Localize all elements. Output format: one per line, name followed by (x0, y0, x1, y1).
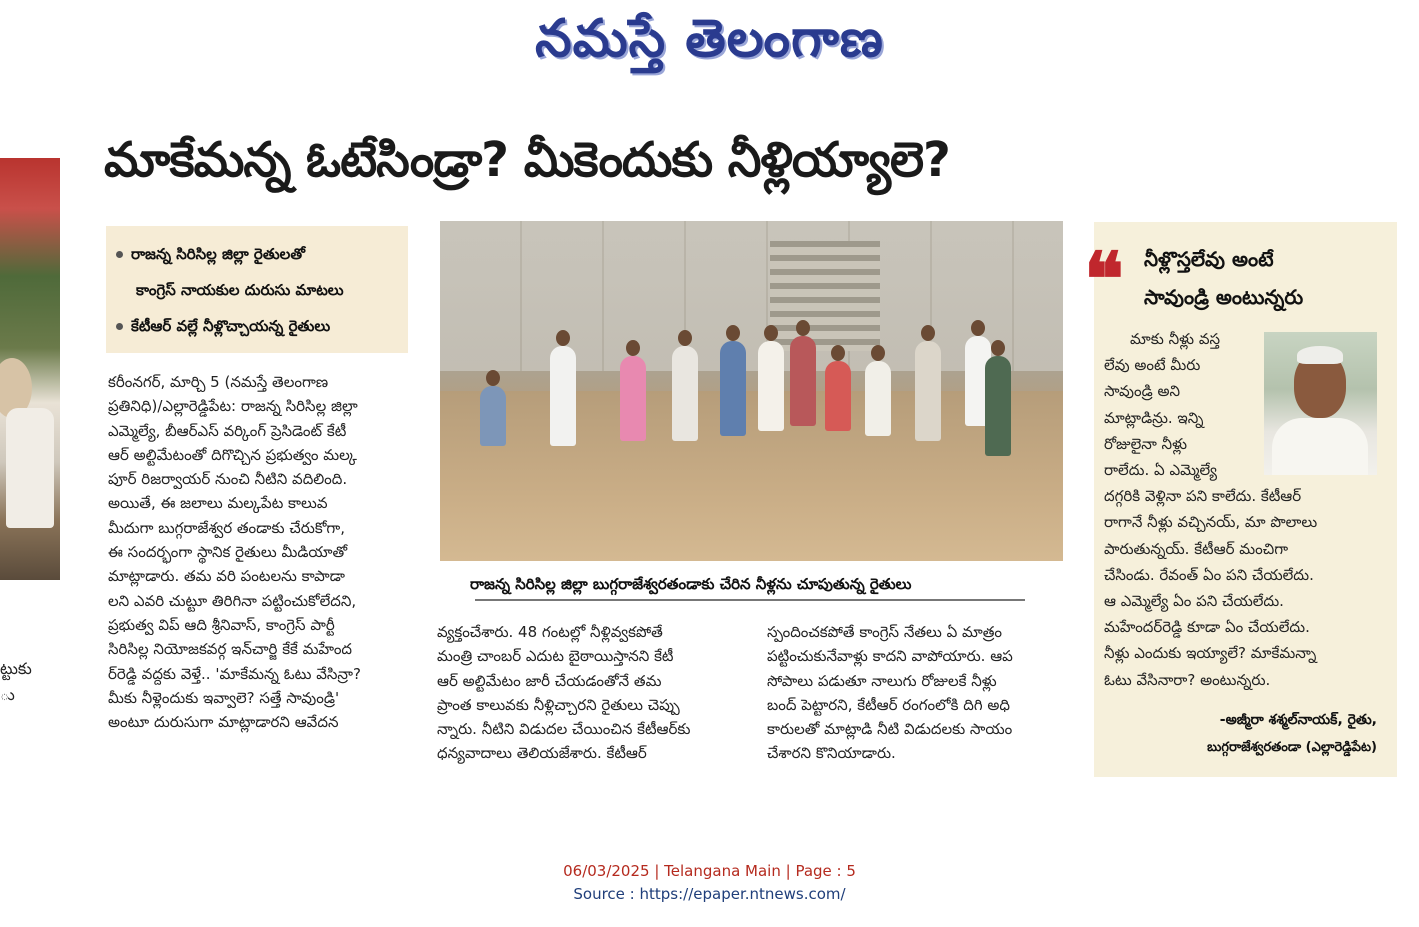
article-line: కారులతో మాట్లాడి నీటి విడుదలకు సాయం (767, 720, 1013, 739)
sidebar-line: రాలేదు. ఏ ఎమ్మెల్యే (1104, 461, 1218, 480)
sidebar-body (1104, 326, 1392, 693)
highlights-box (106, 226, 408, 353)
article-line: అయితే, ఈ జలాలు మల్కపేట కాలువ (108, 494, 328, 513)
farmer-figure (758, 341, 784, 431)
sidebar-line: రోజులైనా నీళ్లు (1104, 434, 1188, 453)
article-line: వ్యక్తంచేశారు. 48 గంటల్లో నీళ్లివ్వకపోతే (437, 623, 663, 641)
sidebar-line: పారుతున్నయ్. కేటీఆర్ మంచిగా (1104, 539, 1289, 558)
photo-figure-body (6, 408, 54, 528)
farmer-figure (720, 341, 746, 436)
newspaper-masthead: నమస్తే తెలంగాణ (535, 8, 884, 69)
highlight-item (116, 240, 402, 268)
article-line: సోపాలు పడుతూ నాలుగు రోజులకే నీళ్లు (767, 671, 997, 690)
left-cropped-photo (0, 158, 60, 580)
highlight-item (136, 276, 402, 304)
left-column-fragment (0, 656, 40, 708)
article-line: చేశారని కొనియాడారు. (767, 744, 896, 763)
sidebar-line: ఆ ఎమ్మెల్యే ఏం పని చేయలేదు. (1104, 592, 1284, 611)
farmer-figure (672, 346, 698, 441)
article-column-3 (767, 620, 1069, 766)
sidebar-line: నీళ్లు ఎందుకు ఇయ్యాలే? మాకేమన్నా (1104, 644, 1317, 663)
highlight-text: కేటీఆర్ వల్లే నీళ్లొచ్చాయన్న రైతులు (131, 317, 331, 335)
article-line: మీదుగా బుగ్గరాజేశ్వర తండాకు చేరుకోగా, (108, 518, 345, 537)
fragment-line: ట్టుకు (0, 659, 32, 678)
highlight-text: రాజన్న సిరిసిల్ల జిల్లా రైతులతో (131, 245, 305, 263)
farmer-figure (825, 361, 851, 431)
article-column-1 (108, 370, 408, 734)
sidebar-line: సావుండ్రి అని (1104, 382, 1180, 401)
article-line: మంత్రి చాంబర్ ఎదుట బైఠాయిస్తానని కేటీ (437, 647, 674, 666)
quote-attribution-name: -అజ్మీరా శశ్మల్‌నాయక్, రైతు, (1219, 712, 1377, 728)
article-line: ర్‌రెడ్డి వద్దకు వెళ్తే.. 'మాకేమన్న ఓటు వేసిన్రా? (108, 664, 361, 683)
quote-icon: ❝ (1084, 237, 1124, 323)
page-footer-date: 06/03/2025 | Telangana Main | Page : 5 (563, 862, 856, 880)
article-line: పట్టించుకునేవాళ్లు కాదని వాపోయారు. ఆప (767, 647, 1013, 666)
sidebar-line: మాకు నీళ్లు వస్త (1130, 330, 1221, 348)
farmer-figure (915, 341, 941, 441)
caption-divider (475, 599, 1025, 601)
fragment-line: ు (0, 685, 15, 704)
article-line: పూర్ రిజర్వాయర్ నుంచి నీటిని వదిలింది. (108, 470, 348, 489)
article-line: ప్రభుత్వ విప్ ఆది శ్రీనివాస్, కాంగ్రెస్ పార్టీ (108, 615, 335, 634)
highlight-item (116, 312, 402, 340)
article-column-2 (437, 620, 739, 766)
highlight-text: కాంగ్రెస్ నాయకుల దురుసు మాటలు (136, 281, 344, 299)
page-footer-source: Source : https://epaper.ntnews.com/ (573, 885, 846, 903)
sidebar-line: మహేందర్‌రెడ్డి కూడా ఏం చేయలేదు. (1104, 618, 1310, 637)
article-line: స్పందించకపోతే కాంగ్రెస్ నేతలు ఏ మాత్రం (767, 623, 1003, 641)
sidebar-line: దగ్గరికి వెళ్లినా పని కాలేదు. కేటీఆర్ (1104, 487, 1302, 506)
sidebar-line: చేసిండు. రేవంత్ ఏం పని చేయలేదు. (1104, 565, 1314, 584)
sidebar-title-line: సావుండ్రి అంటున్నరు (1144, 285, 1304, 309)
farmer-figure (550, 346, 576, 446)
farmer-figure (620, 356, 646, 441)
farmer-figure (985, 356, 1011, 456)
article-line: ధన్యవాదాలు తెలియజేశారు. కేటీఆర్ (437, 744, 647, 763)
photo-caption: రాజన్న సిరిసిల్ల జిల్లా బుగ్గరాజేశ్వరతండాకు చేరిన నీళ్లను చూపుతున్న రైతులు (470, 575, 912, 593)
article-line: ఈ సందర్భంగా స్థానిక రైతులు మీడియాతో (108, 543, 348, 562)
sidebar-line: లేవు అంటే మీరు (1104, 356, 1201, 375)
farmer-figure (865, 361, 891, 436)
article-line: కరీంనగర్, మార్చి 5 (నమస్తే తెలంగాణ (108, 373, 329, 391)
article-line: లని ఎవరి చుట్టూ తిరిగినా పట్టించుకోలేదని, (108, 591, 357, 610)
farmers-photo (440, 221, 1063, 561)
bullet-icon (116, 251, 123, 258)
article-line: ప్రాంత కాలువకు నీళ్లిచ్చారని రైతులు చెప్పు (437, 695, 680, 714)
sidebar-title (1144, 240, 1394, 316)
article-line: బంద్ పెట్టారని, కేటీఆర్ రంగంలోకి దిగి అధి (767, 695, 1010, 714)
quote-attribution-place: బుగ్గరాజేశ్వరతండా (ఎల్లారెడ్డిపేట) (1207, 740, 1377, 755)
article-line: న్నారు. నీటిని విడుదల చేయించిన కేటీఆర్‌కు (437, 720, 691, 739)
article-headline: మాకేమన్న ఓటేసిండ్రా? మీకెందుకు నీళ్లియ్యాలె? (104, 132, 950, 188)
article-line: మాట్లాడారు. తమ వరి పంటలను కాపాడా (108, 567, 345, 586)
article-line: సిరిసిల్ల నియోజకవర్గ ఇన్‌చార్జి కేకే మహేంద (108, 640, 353, 659)
sidebar-line: మాట్లాడిన్రు. ఇన్ని (1104, 408, 1204, 427)
article-line: మీకు నీళ్లెందుకు ఇవ్వాలె? సత్తే సావుండ్రి' (108, 688, 340, 707)
sidebar-title-line: నీళ్లొస్తలేవు అంటే (1144, 247, 1274, 271)
article-line: ఎమ్మెల్యే, బీఆర్ఎస్ వర్కింగ్ ప్రెసిడెంట్ కేటీ (108, 421, 347, 440)
farmer-quote-sidebar (1084, 222, 1397, 777)
sidebar-line: రాగానే నీళ్లు వచ్చినయ్, మా పొలాలు (1104, 513, 1318, 532)
farmer-figure (480, 386, 506, 446)
canal-steps (770, 241, 880, 351)
article-line: ఆర్ అల్టిమేటంతో దిగొచ్చిన ప్రభుత్వం మల్క (108, 445, 357, 464)
sidebar-line: ఓటు వేసినారా? అంటున్నరు. (1104, 670, 1271, 689)
article-line: ప్రతినిధి)/ఎల్లారెడ్డిపేట: రాజన్న సిరిసిల్ల జిల్లా (108, 397, 358, 416)
bullet-icon (116, 323, 123, 330)
farmer-figure (790, 336, 816, 426)
article-line: అంటూ దురుసుగా మాట్లాడారని ఆవేదన (108, 713, 339, 732)
article-line: ఆర్ అల్టిమేటం జారీ చేయడంతోనే తమ (437, 671, 662, 690)
